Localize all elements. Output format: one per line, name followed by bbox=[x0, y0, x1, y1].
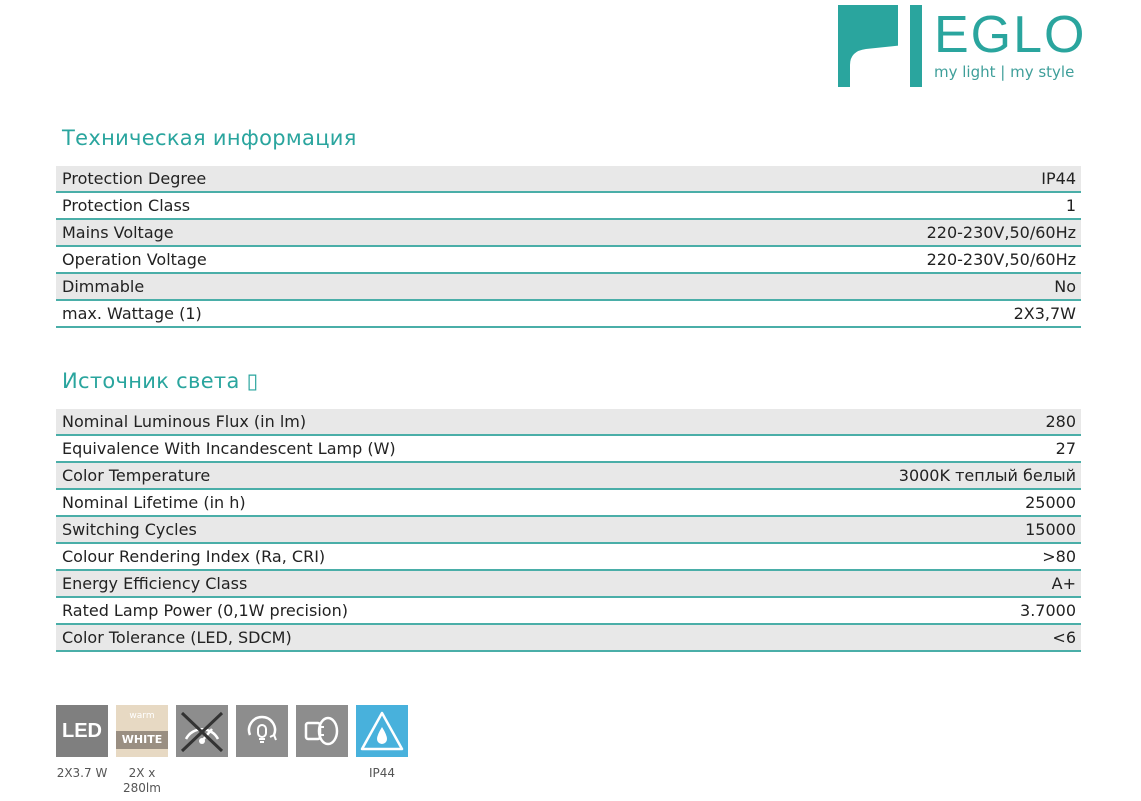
tech-info-table bbox=[56, 166, 1081, 328]
row-value: 220-230V,50/60Hz bbox=[926, 223, 1076, 242]
warm-white-icon bbox=[116, 705, 168, 757]
table-row bbox=[56, 625, 1081, 652]
row-value: 2X3,7W bbox=[1013, 304, 1076, 323]
row-value: No bbox=[1054, 277, 1076, 296]
row-value: 3000K теплый белый bbox=[898, 466, 1076, 485]
row-value: >80 bbox=[1042, 547, 1076, 566]
row-value: <6 bbox=[1052, 628, 1076, 647]
row-value: 27 bbox=[1055, 439, 1076, 458]
table-row bbox=[56, 166, 1081, 193]
ip44-icon bbox=[356, 705, 408, 757]
row-label: Nominal Lifetime (in h) bbox=[62, 493, 246, 512]
warm-white-caption: 2X x 280lm bbox=[123, 766, 161, 795]
light-source-title: Источник света ▯ bbox=[62, 369, 259, 393]
row-label: Protection Degree bbox=[62, 169, 207, 188]
led-icon-label: LED bbox=[62, 719, 102, 742]
lamp-lifetime-icon bbox=[296, 705, 348, 757]
tech-info-title: Техническая информация bbox=[62, 126, 357, 150]
row-label: Color Tolerance (LED, SDCM) bbox=[62, 628, 292, 647]
brand-name: EGLO bbox=[934, 6, 1087, 64]
brand-tagline: my light | my style bbox=[934, 63, 1075, 81]
row-value: 280 bbox=[1045, 412, 1076, 431]
row-label: max. Wattage (1) bbox=[62, 304, 202, 323]
feature-icons bbox=[56, 705, 408, 757]
table-row bbox=[56, 463, 1081, 490]
row-label: Equivalence With Incandescent Lamp (W) bbox=[62, 439, 396, 458]
row-label: Color Temperature bbox=[62, 466, 211, 485]
table-row bbox=[56, 409, 1081, 436]
row-value: 220-230V,50/60Hz bbox=[926, 250, 1076, 269]
table-row bbox=[56, 301, 1081, 328]
table-row bbox=[56, 247, 1081, 274]
table-row bbox=[56, 598, 1081, 625]
warm-label: warm bbox=[129, 711, 155, 721]
row-label: Operation Voltage bbox=[62, 250, 207, 269]
row-value: 3.7000 bbox=[1020, 601, 1076, 620]
row-value: IP44 bbox=[1041, 169, 1076, 188]
eglo-logo-mark-icon bbox=[838, 5, 922, 87]
table-row bbox=[56, 193, 1081, 220]
table-row bbox=[56, 544, 1081, 571]
row-value: 25000 bbox=[1025, 493, 1076, 512]
table-row bbox=[56, 436, 1081, 463]
led-caption: 2X3.7 W bbox=[56, 766, 108, 780]
row-label: Mains Voltage bbox=[62, 223, 174, 242]
eglo-logo bbox=[838, 5, 1088, 89]
row-value: 1 bbox=[1065, 196, 1076, 215]
row-value: A+ bbox=[1051, 574, 1076, 593]
light-source-table bbox=[56, 409, 1081, 652]
table-row bbox=[56, 274, 1081, 301]
led-icon bbox=[56, 705, 108, 757]
row-label: Protection Class bbox=[62, 196, 191, 215]
no-dimmer-icon bbox=[176, 705, 228, 757]
row-label: Nominal Luminous Flux (in lm) bbox=[62, 412, 307, 431]
white-label: WHITE bbox=[116, 731, 168, 749]
ip44-caption: IP44 bbox=[368, 766, 396, 780]
table-row bbox=[56, 571, 1081, 598]
table-row bbox=[56, 220, 1081, 247]
row-label: Colour Rendering Index (Ra, CRI) bbox=[62, 547, 326, 566]
row-label: Energy Efficiency Class bbox=[62, 574, 248, 593]
row-label: Switching Cycles bbox=[62, 520, 197, 539]
table-row bbox=[56, 490, 1081, 517]
switching-cycles-icon bbox=[236, 705, 288, 757]
row-label: Dimmable bbox=[62, 277, 145, 296]
row-label: Rated Lamp Power (0,1W precision) bbox=[62, 601, 348, 620]
table-row bbox=[56, 517, 1081, 544]
row-value: 15000 bbox=[1025, 520, 1076, 539]
